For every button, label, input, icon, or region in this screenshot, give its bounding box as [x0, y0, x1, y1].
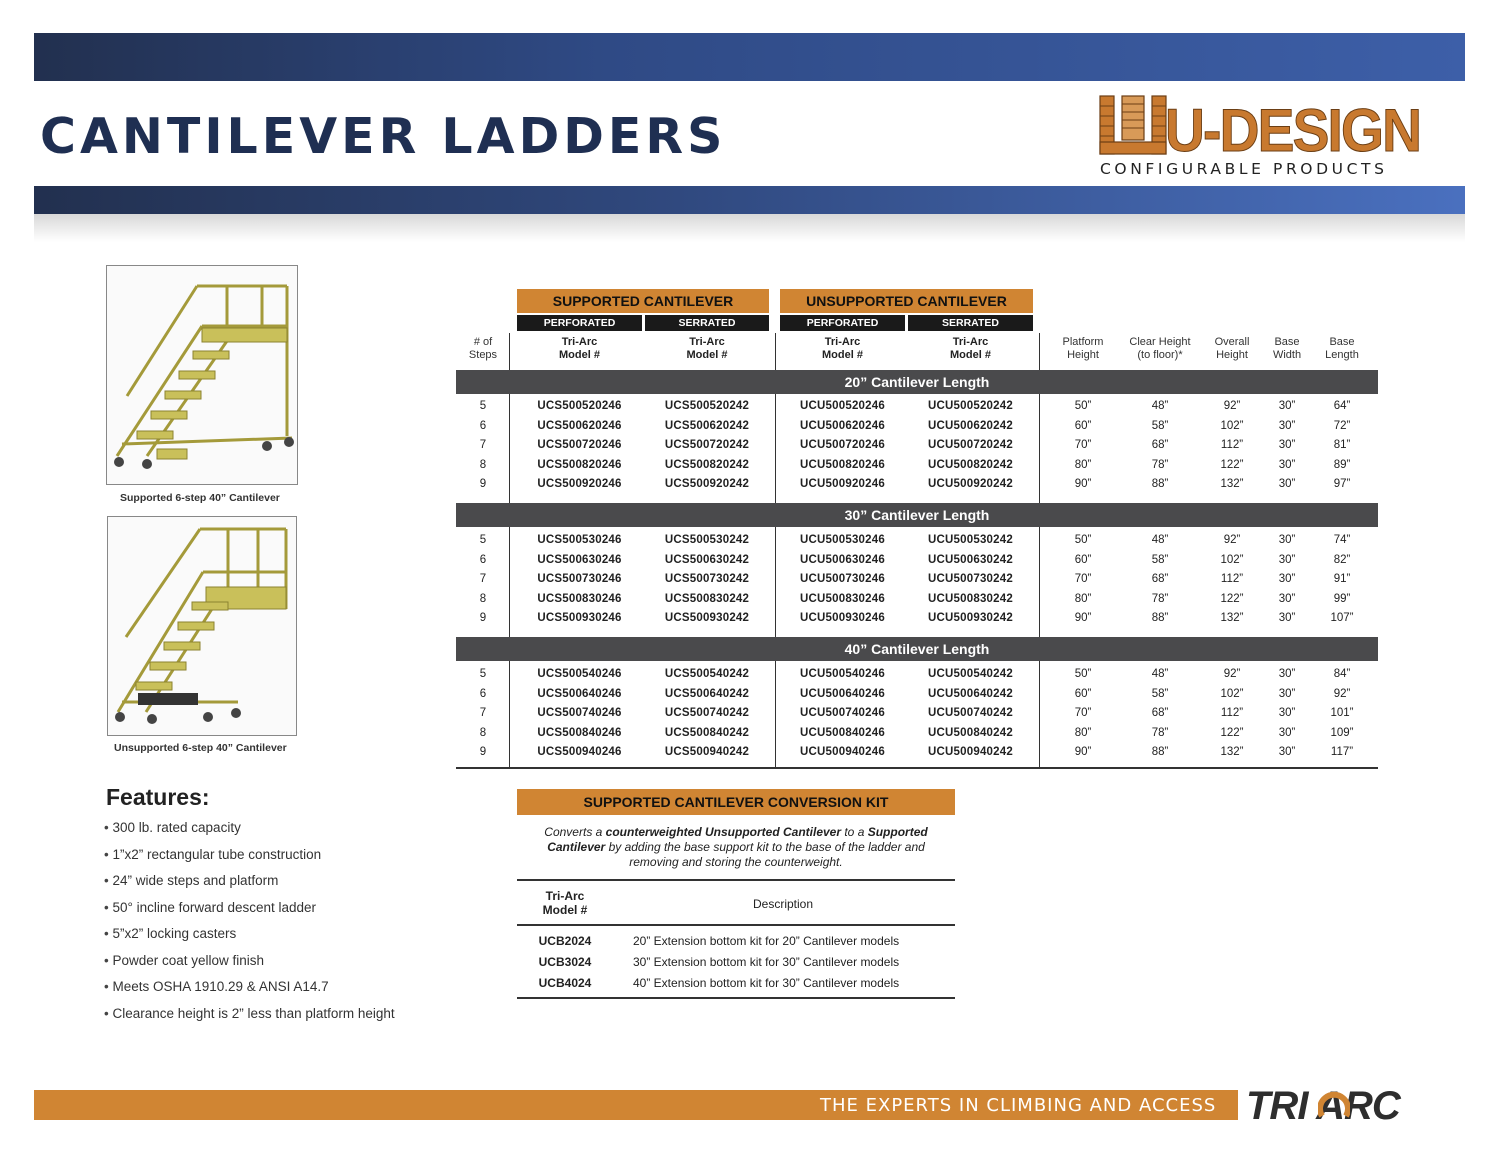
cell-steps: 5	[479, 534, 487, 546]
perforated-subheader: PERFORATED	[780, 315, 905, 331]
column-header-model: Tri-Arc Model #	[686, 336, 728, 361]
cell-unsupported-perforated-model: UCU500930246	[800, 612, 885, 625]
cell-overall-height: 102”	[1220, 687, 1244, 700]
column-divider	[775, 333, 776, 769]
cell-base-length: 64”	[1333, 400, 1351, 412]
cell-steps: 7	[479, 439, 487, 452]
conversion-kit-header: SUPPORTED CANTILEVER CONVERSION KIT	[517, 789, 955, 815]
cell-unsupported-serrated-model: UCU500640242	[928, 687, 1013, 700]
page-title: CANTILEVER LADDERS	[40, 108, 727, 165]
cell-supported-serrated-model: UCS500540242	[664, 668, 750, 680]
tri-arc-logo: TRI ARC	[1246, 1084, 1400, 1128]
cell-base-length: 89”	[1333, 458, 1351, 471]
cell-clear-height: 78”	[1151, 726, 1169, 739]
column-header-base-width: Base Width	[1272, 336, 1302, 361]
cell-supported-perforated-model: UCS500720246	[537, 439, 622, 452]
cell-base-width: 30”	[1278, 668, 1296, 680]
cell-platform-height: 50”	[1074, 668, 1092, 680]
cell-supported-serrated-model: UCS500830242	[664, 592, 750, 605]
cell-supported-serrated-model: UCS500720242	[664, 439, 750, 452]
cell-supported-perforated-model: UCS500640246	[537, 687, 622, 700]
cell-unsupported-perforated-model: UCU500730246	[800, 573, 885, 586]
cell-clear-height: 88”	[1151, 478, 1169, 491]
column-header-model: Tri-Arc Model #	[950, 336, 991, 361]
cell-clear-height: 58”	[1151, 553, 1169, 566]
cell-supported-perforated-model: UCS500840246	[537, 726, 622, 739]
cell-platform-height: 90”	[1074, 478, 1092, 491]
cell-overall-height: 112”	[1220, 439, 1244, 452]
cell-unsupported-perforated-model: UCU500640246	[800, 687, 885, 700]
cell-steps: 5	[479, 400, 487, 412]
column-header-steps: # of Steps	[468, 336, 498, 361]
cell-platform-height: 60”	[1074, 687, 1092, 700]
cell-supported-perforated-model: UCS500620246	[537, 419, 622, 432]
cell-unsupported-serrated-model: UCU500940242	[928, 746, 1013, 759]
kit-column-header-description: Description	[752, 897, 814, 911]
cell-unsupported-perforated-model: UCU500620246	[800, 419, 885, 432]
cell-steps: 6	[479, 553, 487, 566]
cell-unsupported-serrated-model: UCU500930242	[928, 612, 1013, 625]
feature-item: • 50° incline forward descent ladder	[104, 898, 395, 925]
cell-unsupported-perforated-model: UCU500920246	[800, 478, 885, 491]
cell-base-width: 30”	[1278, 400, 1296, 412]
cell-overall-height: 122”	[1220, 592, 1244, 605]
cell-steps: 8	[479, 726, 487, 739]
conversion-kit-description: Converts a counterweighted Unsupported Cantilever to a Supported Cantilever by adding the base support kit to the base of the ladder and removing and storing the counterweight.	[544, 825, 928, 869]
cell-clear-height: 88”	[1151, 746, 1169, 759]
feature-item: • 5”x2” locking casters	[104, 924, 395, 951]
cell-supported-serrated-model: UCS500940242	[664, 746, 750, 759]
cell-clear-height: 68”	[1151, 573, 1169, 586]
cell-supported-serrated-model: UCS500840242	[664, 726, 750, 739]
cell-overall-height: 112”	[1220, 707, 1244, 720]
cell-base-width: 30”	[1278, 419, 1296, 432]
cell-supported-perforated-model: UCS500740246	[537, 707, 622, 720]
feature-item: • 300 lb. rated capacity	[104, 818, 395, 845]
kit-mid-rule	[517, 924, 955, 926]
cell-supported-perforated-model: UCS500730246	[537, 573, 622, 586]
features-heading: Features:	[106, 784, 210, 810]
cell-base-length: 81”	[1333, 439, 1351, 452]
cell-overall-height: 102”	[1220, 419, 1244, 432]
unsupported-ladder-image	[107, 516, 297, 736]
cell-clear-height: 58”	[1151, 419, 1169, 432]
cell-supported-perforated-model: UCS500930246	[537, 612, 622, 625]
cell-unsupported-perforated-model: UCU500720246	[800, 439, 885, 452]
logo-wordmark: U-DESIGN	[1165, 97, 1421, 164]
cell-steps: 9	[479, 612, 487, 625]
cell-overall-height: 132”	[1220, 612, 1244, 625]
cell-unsupported-perforated-model: UCU500530246	[800, 534, 885, 546]
cell-platform-height: 80”	[1074, 592, 1092, 605]
cell-supported-serrated-model: UCS500930242	[664, 612, 750, 625]
section-band-30: 30” Cantilever Length	[456, 503, 1378, 527]
cell-base-width: 30”	[1278, 553, 1296, 566]
cell-base-width: 30”	[1278, 707, 1296, 720]
section-band-20: 20” Cantilever Length	[456, 370, 1378, 394]
cell-platform-height: 70”	[1074, 707, 1092, 720]
table-bottom-rule	[456, 767, 1378, 769]
kit-description-cell: 30” Extension bottom kit for 30” Cantilever models	[633, 955, 900, 969]
cell-unsupported-serrated-model: UCU500630242	[928, 553, 1013, 566]
supported-ladder-image	[106, 265, 298, 485]
kit-description-cell: 20” Extension bottom kit for 20” Cantilever models	[633, 934, 900, 948]
cell-unsupported-perforated-model: UCU500830246	[800, 592, 885, 605]
section-band-40: 40” Cantilever Length	[456, 637, 1378, 661]
cell-unsupported-perforated-model: UCU500940246	[800, 746, 885, 759]
cell-overall-height: 92”	[1223, 400, 1241, 412]
cell-supported-serrated-model: UCS500820242	[664, 458, 750, 471]
cell-unsupported-serrated-model: UCU500830242	[928, 592, 1013, 605]
footer-tagline: THE EXPERTS IN CLIMBING AND ACCESS	[820, 1095, 1217, 1116]
feature-item: • Powder coat yellow finish	[104, 951, 395, 978]
supported-ladder-caption: Supported 6-step 40” Cantilever	[120, 492, 280, 504]
cell-steps: 9	[479, 478, 487, 491]
cell-steps: 7	[479, 707, 487, 720]
perforated-subheader: PERFORATED	[517, 315, 642, 331]
column-header-platform-height: Platform Height	[1062, 336, 1104, 361]
cell-supported-serrated-model: UCS500620242	[664, 419, 750, 432]
tri-arc-mark-icon	[1318, 1090, 1350, 1120]
cell-overall-height: 132”	[1220, 478, 1244, 491]
cell-base-length: 109”	[1330, 726, 1354, 739]
cell-base-width: 30”	[1278, 612, 1296, 625]
cell-unsupported-serrated-model: UCU500730242	[928, 573, 1013, 586]
cell-unsupported-perforated-model: UCU500740246	[800, 707, 885, 720]
cell-base-width: 30”	[1278, 439, 1296, 452]
cell-clear-height: 48”	[1151, 668, 1169, 680]
cell-unsupported-serrated-model: UCU500920242	[928, 478, 1013, 491]
cell-unsupported-serrated-model: UCU500520242	[928, 400, 1013, 412]
cell-base-length: 101”	[1330, 707, 1354, 720]
cell-unsupported-serrated-model: UCU500620242	[928, 419, 1013, 432]
cell-supported-perforated-model: UCS500820246	[537, 458, 622, 471]
supported-cantilever-header: SUPPORTED CANTILEVER	[517, 289, 769, 313]
serrated-subheader: SERRATED	[908, 315, 1033, 331]
cell-platform-height: 80”	[1074, 458, 1092, 471]
cell-overall-height: 132”	[1220, 746, 1244, 759]
cell-supported-serrated-model: UCS500640242	[664, 687, 750, 700]
cell-unsupported-serrated-model: UCU500720242	[928, 439, 1013, 452]
cell-supported-serrated-model: UCS500730242	[664, 573, 750, 586]
ladder-illustration-icon	[108, 517, 296, 735]
kit-description-cell: 40” Extension bottom kit for 30” Cantilever models	[633, 976, 900, 990]
cell-overall-height: 122”	[1220, 726, 1244, 739]
column-header-clear-height: Clear Height (to floor)*	[1129, 336, 1191, 361]
cell-base-width: 30”	[1278, 573, 1296, 586]
cell-overall-height: 92”	[1223, 668, 1241, 680]
cell-unsupported-perforated-model: UCU500820246	[800, 458, 885, 471]
cell-platform-height: 60”	[1074, 419, 1092, 432]
cell-clear-height: 68”	[1151, 439, 1169, 452]
cell-supported-perforated-model: UCS500540246	[537, 668, 622, 680]
cell-platform-height: 80”	[1074, 726, 1092, 739]
column-header-base-length: Base Length	[1325, 336, 1359, 361]
cell-overall-height: 102”	[1220, 553, 1244, 566]
cell-supported-perforated-model: UCS500530246	[537, 534, 622, 546]
unsupported-cantilever-header: UNSUPPORTED CANTILEVER	[780, 289, 1033, 313]
column-header-model: Tri-Arc Model #	[822, 336, 863, 361]
cell-steps: 9	[479, 746, 487, 759]
kit-bottom-rule	[517, 997, 955, 999]
header-bottom-band	[34, 186, 1465, 214]
cell-steps: 6	[479, 419, 487, 432]
column-header-overall-height: Overall Height	[1214, 336, 1250, 361]
cell-steps: 5	[479, 668, 487, 680]
cell-unsupported-serrated-model: UCU500840242	[928, 726, 1013, 739]
cell-overall-height: 122”	[1220, 458, 1244, 471]
cell-supported-perforated-model: UCS500520246	[537, 400, 622, 412]
cell-clear-height: 78”	[1151, 458, 1169, 471]
cell-supported-perforated-model: UCS500940246	[537, 746, 622, 759]
cell-base-length: 84”	[1333, 668, 1351, 680]
cell-unsupported-perforated-model: UCU500630246	[800, 553, 885, 566]
header-top-band	[34, 33, 1465, 81]
cell-clear-height: 78”	[1151, 592, 1169, 605]
cell-base-width: 30”	[1278, 726, 1296, 739]
cell-supported-serrated-model: UCS500630242	[664, 553, 750, 566]
column-header-model: Tri-Arc Model #	[559, 336, 600, 361]
cell-base-length: 72”	[1333, 419, 1351, 432]
cell-clear-height: 58”	[1151, 687, 1169, 700]
feature-item: • Clearance height is 2” less than platform height	[104, 1004, 395, 1031]
cell-supported-serrated-model: UCS500740242	[664, 707, 750, 720]
cell-clear-height: 48”	[1151, 400, 1169, 412]
feature-item: • Meets OSHA 1910.29 & ANSI A14.7	[104, 977, 395, 1004]
cell-supported-perforated-model: UCS500920246	[537, 478, 622, 491]
cell-platform-height: 90”	[1074, 746, 1092, 759]
features-list	[104, 818, 395, 1030]
cell-steps: 7	[479, 573, 487, 586]
cell-clear-height: 68”	[1151, 707, 1169, 720]
cell-base-width: 30”	[1278, 534, 1296, 546]
cell-supported-perforated-model: UCS500630246	[537, 553, 622, 566]
cell-base-length: 97”	[1333, 478, 1351, 491]
kit-model-cell: UCB3024	[538, 955, 592, 969]
cell-base-length: 107”	[1330, 612, 1354, 625]
cell-base-length: 92”	[1333, 687, 1351, 700]
cell-steps: 6	[479, 687, 487, 700]
cell-base-length: 74”	[1333, 534, 1351, 546]
kit-column-header-model: Tri-Arc Model #	[542, 889, 588, 917]
cell-base-width: 30”	[1278, 592, 1296, 605]
cell-base-width: 30”	[1278, 746, 1296, 759]
unsupported-ladder-caption: Unsupported 6-step 40” Cantilever	[114, 742, 287, 754]
cell-base-width: 30”	[1278, 458, 1296, 471]
cell-unsupported-serrated-model: UCU500540242	[928, 668, 1013, 680]
cell-base-length: 82”	[1333, 553, 1351, 566]
cell-clear-height: 88”	[1151, 612, 1169, 625]
kit-model-cell: UCB2024	[538, 934, 592, 948]
feature-item: • 1”x2” rectangular tube construction	[104, 845, 395, 872]
cell-platform-height: 70”	[1074, 439, 1092, 452]
cell-platform-height: 50”	[1074, 400, 1092, 412]
serrated-subheader: SERRATED	[645, 315, 769, 331]
cell-platform-height: 60”	[1074, 553, 1092, 566]
cell-base-width: 30”	[1278, 687, 1296, 700]
cell-platform-height: 50”	[1074, 534, 1092, 546]
cell-unsupported-perforated-model: UCU500540246	[800, 668, 885, 680]
kit-top-rule	[517, 879, 955, 881]
cell-unsupported-serrated-model: UCU500820242	[928, 458, 1013, 471]
header-shadow	[34, 214, 1465, 242]
cell-overall-height: 92”	[1223, 534, 1241, 546]
cell-platform-height: 70”	[1074, 573, 1092, 586]
cell-unsupported-perforated-model: UCU500520246	[800, 400, 885, 412]
logo-subtitle: CONFIGURABLE PRODUCTS	[1100, 160, 1388, 178]
cell-steps: 8	[479, 592, 487, 605]
kit-model-cell: UCB4024	[538, 976, 592, 990]
cell-clear-height: 48”	[1151, 534, 1169, 546]
cell-steps: 8	[479, 458, 487, 471]
cell-supported-serrated-model: UCS500920242	[664, 478, 750, 491]
cell-base-length: 99”	[1333, 592, 1351, 605]
cell-base-length: 91”	[1333, 573, 1351, 586]
ladder-illustration-icon	[107, 266, 297, 484]
cell-supported-serrated-model: UCS500520242	[664, 400, 750, 412]
cell-base-width: 30”	[1278, 478, 1296, 491]
cell-base-length: 117”	[1330, 746, 1354, 759]
cell-unsupported-perforated-model: UCU500840246	[800, 726, 885, 739]
cell-supported-serrated-model: UCS500530242	[664, 534, 750, 546]
column-divider	[1039, 333, 1040, 769]
cell-unsupported-serrated-model: UCU500740242	[928, 707, 1013, 720]
cell-platform-height: 90”	[1074, 612, 1092, 625]
cell-overall-height: 112”	[1220, 573, 1244, 586]
feature-item: • 24” wide steps and platform	[104, 871, 395, 898]
cell-unsupported-serrated-model: UCU500530242	[928, 534, 1013, 546]
cell-supported-perforated-model: UCS500830246	[537, 592, 622, 605]
